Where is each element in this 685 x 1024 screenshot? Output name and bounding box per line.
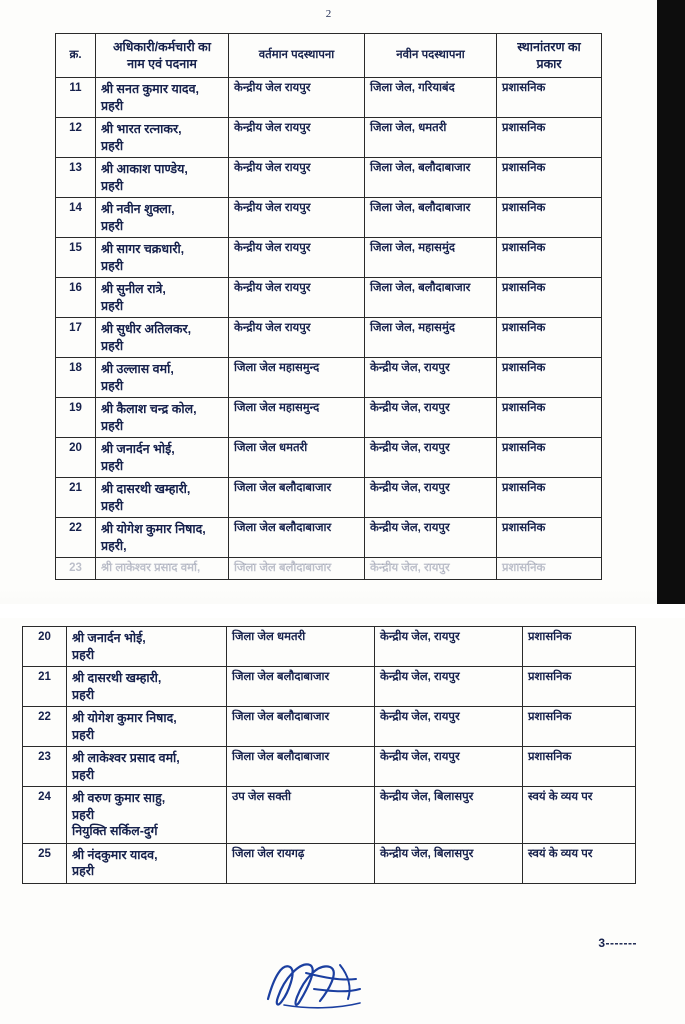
cell-name-line2: प्रहरी, — [101, 538, 127, 553]
cell-name-line2: प्रहरी — [101, 338, 124, 353]
cell-name-line2: प्रहरी — [101, 138, 124, 153]
cell-current: केन्द्रीय जेल रायपुर — [229, 238, 365, 278]
cell-current: जिला जेल बलौदाबाजार — [227, 707, 375, 747]
cell-name-line1: श्री नवीन शुक्ला, — [101, 202, 175, 216]
cell-name-line1: श्री उल्लास वर्मा, — [101, 362, 174, 376]
cell-name: श्री लाकेश्वर प्रसाद वर्मा, — [96, 558, 229, 580]
cell-serial: 20 — [23, 627, 67, 667]
table-row — [56, 78, 602, 118]
cell-current: जिला जेल रायगढ़ — [227, 843, 375, 883]
cell-name-line2: प्रहरी — [101, 458, 124, 473]
scan-bottom-fade — [0, 590, 657, 604]
table-row — [56, 478, 602, 518]
cell-name-line1: श्री जनार्दन भोई, — [101, 442, 175, 456]
cell-new: जिला जेल, बलौदाबाजार — [365, 278, 497, 318]
table-row — [56, 318, 602, 358]
cell-serial: 21 — [56, 478, 96, 518]
table-row — [56, 438, 602, 478]
table-row — [23, 843, 636, 883]
cell-new: केन्द्रीय जेल, रायपुर — [365, 558, 497, 580]
cell-type: प्रशासनिक — [497, 438, 602, 478]
cell-type: प्रशासनिक — [523, 667, 636, 707]
cell-current: उप जेल सक्ती — [227, 787, 375, 844]
cell-current: केन्द्रीय जेल रायपुर — [229, 118, 365, 158]
cell-type: प्रशासनिक — [497, 198, 602, 238]
cell-type: प्रशासनिक — [523, 627, 636, 667]
table-row-clipped — [56, 558, 602, 580]
cell-name — [96, 318, 229, 358]
cell-current: जिला जेल बलौदाबाजार — [227, 667, 375, 707]
cell-new: केन्द्रीय जेल, रायपुर — [375, 707, 523, 747]
cell-name — [67, 707, 227, 747]
cell-name — [67, 843, 227, 883]
cell-name — [96, 278, 229, 318]
cell-name-line2: प्रहरी — [101, 218, 124, 233]
cell-current: केन्द्रीय जेल रायपुर — [229, 78, 365, 118]
cell-new: केन्द्रीय जेल, रायपुर — [375, 667, 523, 707]
cell-name — [96, 158, 229, 198]
cell-new: केन्द्रीय जेल, बिलासपुर — [375, 787, 523, 844]
cell-name — [67, 747, 227, 787]
cell-name-line2: प्रहरी — [72, 807, 95, 822]
cell-name — [96, 118, 229, 158]
cell-serial: 22 — [56, 518, 96, 558]
cell-name-line2: प्रहरी — [72, 864, 95, 878]
cell-serial: 16 — [56, 278, 96, 318]
cell-new: जिला जेल, धमतरी — [365, 118, 497, 158]
column-header-new-posting: नवीन पदस्थापना — [365, 34, 497, 78]
cell-name-line2: प्रहरी — [101, 98, 124, 113]
cell-type: प्रशासनिक — [497, 118, 602, 158]
cell-name-line1: श्री योगेश कुमार निषाद, — [101, 522, 206, 536]
cell-name — [67, 787, 227, 844]
table-header-row — [56, 34, 602, 78]
cell-new: केन्द्रीय जेल, रायपुर — [365, 438, 497, 478]
cell-current: केन्द्रीय जेल रायपुर — [229, 318, 365, 358]
cell-serial: 21 — [23, 667, 67, 707]
cell-serial: 14 — [56, 198, 96, 238]
cell-type: प्रशासनिक — [497, 238, 602, 278]
cell-name-line1: श्री वरुण कुमार साहु, — [72, 791, 166, 805]
scan-right-margin-shadow — [657, 0, 685, 604]
continuation-marker: 3------- — [598, 936, 637, 950]
cell-serial: 23 — [56, 558, 96, 580]
cell-name — [96, 238, 229, 278]
cell-serial: 15 — [56, 238, 96, 278]
cell-current: जिला जेल धमतरी — [229, 438, 365, 478]
table-row — [23, 787, 636, 844]
cell-name-line1: श्री योगेश कुमार निषाद, — [72, 711, 177, 725]
cell-current: केन्द्रीय जेल रायपुर — [229, 278, 365, 318]
cell-new: केन्द्रीय जेल, रायपुर — [375, 627, 523, 667]
cell-name-line1: श्री भारत रत्नाकर, — [101, 122, 182, 136]
cell-type: प्रशासनिक — [497, 278, 602, 318]
scan-separator-gap — [0, 604, 685, 618]
cell-current: जिला जेल महासमुन्द — [229, 358, 365, 398]
cell-serial: 25 — [23, 843, 67, 883]
transfer-table-bottom — [22, 626, 636, 884]
cell-current: केन्द्रीय जेल रायपुर — [229, 158, 365, 198]
cell-type: प्रशासनिक — [497, 558, 602, 580]
cell-name-line1: श्री जनार्दन भोई, — [72, 631, 146, 645]
cell-name-line2: प्रहरी — [101, 298, 124, 313]
cell-name — [96, 78, 229, 118]
column-header-serial: क्र. — [56, 34, 96, 78]
cell-name — [96, 438, 229, 478]
cell-type: प्रशासनिक — [497, 358, 602, 398]
column-header-transfer-type — [497, 34, 602, 78]
cell-new: केन्द्रीय जेल, रायपुर — [365, 478, 497, 518]
cell-name-line2: प्रहरी — [72, 687, 95, 702]
table-row — [56, 398, 602, 438]
cell-name — [96, 478, 229, 518]
cell-name-line2: प्रहरी — [72, 647, 95, 662]
table-row — [23, 627, 636, 667]
column-header-name-line2: नाम एवं पदनाम — [127, 56, 197, 71]
cell-serial: 17 — [56, 318, 96, 358]
table-row — [23, 707, 636, 747]
cell-current: जिला जेल बलौदाबाजार — [229, 478, 365, 518]
cell-type: प्रशासनिक — [497, 158, 602, 198]
cell-new: केन्द्रीय जेल, रायपुर — [365, 398, 497, 438]
cell-new: केन्द्रीय जेल, बिलासपुर — [375, 843, 523, 883]
cell-type: प्रशासनिक — [497, 78, 602, 118]
cell-name-line2: प्रहरी — [101, 418, 124, 433]
cell-type: प्रशासनिक — [523, 707, 636, 747]
column-header-type-line2: प्रकार — [536, 56, 562, 71]
cell-name-line2: प्रहरी — [101, 258, 124, 273]
table-row — [56, 158, 602, 198]
column-header-name-designation — [96, 34, 229, 78]
cell-name-line2: प्रहरी — [72, 727, 95, 742]
cell-current: जिला जेल धमतरी — [227, 627, 375, 667]
scanned-page-bottom — [0, 618, 685, 1024]
table-row — [56, 278, 602, 318]
cell-serial: 12 — [56, 118, 96, 158]
cell-name-line3: नियुक्ति सर्किल-दुर्ग — [72, 824, 158, 838]
cell-type: प्रशासनिक — [497, 518, 602, 558]
cell-name — [67, 667, 227, 707]
cell-current: केन्द्रीय जेल रायपुर — [229, 198, 365, 238]
cell-name-line1: श्री सनत कुमार यादव, — [101, 82, 199, 96]
table-row — [56, 238, 602, 278]
cell-serial: 20 — [56, 438, 96, 478]
cell-name-line1: श्री दासरथी खम्हारी, — [72, 671, 162, 685]
cell-name — [96, 518, 229, 558]
cell-current: जिला जेल बलौदाबाजार — [227, 747, 375, 787]
cell-name-line1: श्री सुधीर अतिलकर, — [101, 322, 192, 336]
column-header-current-posting: वर्तमान पदस्थापना — [229, 34, 365, 78]
cell-name — [96, 198, 229, 238]
transfer-table-top — [55, 33, 602, 580]
cell-serial: 24 — [23, 787, 67, 844]
cell-new: जिला जेल, महासमुंद — [365, 318, 497, 358]
cell-new: केन्द्रीय जेल, रायपुर — [375, 747, 523, 787]
cell-new: जिला जेल, महासमुंद — [365, 238, 497, 278]
table-row — [56, 358, 602, 398]
cell-new: केन्द्रीय जेल, रायपुर — [365, 518, 497, 558]
column-header-type-line1: स्थानांतरण का — [517, 40, 581, 54]
cell-new: जिला जेल, गरियाबंद — [365, 78, 497, 118]
cell-new: केन्द्रीय जेल, रायपुर — [365, 358, 497, 398]
cell-type: प्रशासनिक — [497, 478, 602, 518]
cell-serial: 23 — [23, 747, 67, 787]
column-header-name-line1: अधिकारी/कर्मचारी का — [112, 40, 212, 54]
cell-name-line1: श्री सागर चक्रधारी, — [101, 242, 185, 256]
cell-name-line1: श्री आकाश पाण्डेय, — [101, 162, 188, 176]
cell-name-line2: प्रहरी — [101, 498, 124, 513]
page-number: 2 — [325, 8, 332, 20]
cell-current: जिला जेल महासमुन्द — [229, 398, 365, 438]
cell-serial: 18 — [56, 358, 96, 398]
table-row — [56, 518, 602, 558]
cell-name-line1: श्री दासरथी खम्हारी, — [101, 482, 191, 496]
cell-name-line1: श्री लाकेश्वर प्रसाद वर्मा, — [72, 751, 180, 765]
table-row — [23, 667, 636, 707]
cell-serial: 13 — [56, 158, 96, 198]
cell-current: जिला जेल बलौदाबाजार — [229, 558, 365, 580]
cell-type: स्वयं के व्यय पर — [523, 843, 636, 883]
cell-new: जिला जेल, बलौदाबाजार — [365, 158, 497, 198]
cell-name-line1: श्री नंदकुमार यादव, — [72, 847, 158, 862]
table-row — [23, 747, 636, 787]
cell-serial: 11 — [56, 78, 96, 118]
table-row — [56, 118, 602, 158]
cell-name-line1: श्री कैलाश चन्द्र कोल, — [101, 402, 197, 416]
table-row — [56, 198, 602, 238]
cell-current: जिला जेल बलौदाबाजार — [229, 518, 365, 558]
cell-type: प्रशासनिक — [497, 398, 602, 438]
cell-type: स्वयं के व्यय पर — [523, 787, 636, 844]
cell-name — [96, 358, 229, 398]
cell-new: जिला जेल, बलौदाबाजार — [365, 198, 497, 238]
cell-name-line1: श्री सुनील रात्रे, — [101, 282, 166, 296]
cell-type: प्रशासनिक — [523, 747, 636, 787]
cell-serial: 19 — [56, 398, 96, 438]
cell-name-line2: प्रहरी — [101, 378, 124, 393]
signature-mark — [248, 953, 398, 1015]
cell-name — [67, 627, 227, 667]
cell-type: प्रशासनिक — [497, 318, 602, 358]
cell-serial: 22 — [23, 707, 67, 747]
cell-name — [96, 398, 229, 438]
cell-name-line2: प्रहरी — [101, 178, 124, 193]
cell-name-line2: प्रहरी — [72, 767, 95, 782]
